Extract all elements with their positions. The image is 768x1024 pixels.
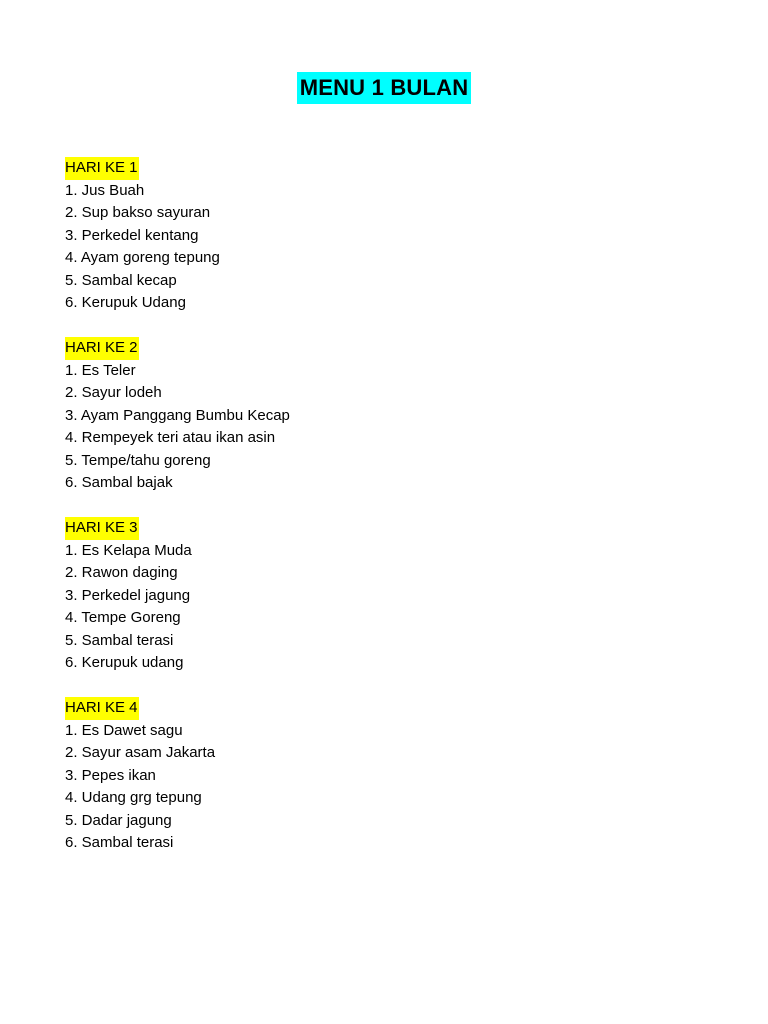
- page-title: MENU 1 BULAN: [297, 72, 472, 104]
- title-container: [0, 72, 768, 104]
- menu-item: 5. Sambal terasi: [65, 631, 174, 649]
- menu-item: 1. Es Teler: [65, 361, 136, 379]
- day-heading: HARI KE 4: [65, 697, 139, 720]
- menu-item: 5. Tempe/tahu goreng: [65, 451, 211, 469]
- day-heading: HARI KE 2: [65, 337, 139, 360]
- menu-item: 4. Rempeyek teri atau ikan asin: [65, 429, 276, 446]
- menu-item: 2. Sayur asam Jakarta: [65, 744, 216, 761]
- menu-item: 4. Ayam goreng tepung: [65, 249, 220, 266]
- menu-item: 6. Sambal bajak: [65, 474, 173, 491]
- menu-item: 3. Pepes ikan: [65, 766, 156, 784]
- day-heading: HARI KE 3: [65, 517, 139, 540]
- menu-item: 3. Perkedel jagung: [65, 586, 191, 604]
- menu-item: 4. Udang grg tepung: [65, 789, 202, 806]
- day-section-3: [65, 517, 705, 675]
- day-list: [65, 157, 705, 877]
- menu-item: 6. Sambal terasi: [65, 834, 174, 851]
- menu-item: 2. Sup bakso sayuran: [65, 204, 211, 221]
- menu-item: 6. Kerupuk udang: [65, 654, 184, 671]
- day-section-1: [65, 157, 705, 315]
- menu-item: 1. Jus Buah: [65, 181, 145, 199]
- menu-item: 5. Dadar jagung: [65, 811, 172, 829]
- menu-item: 5. Sambal kecap: [65, 271, 177, 289]
- menu-item: 4. Tempe Goreng: [65, 609, 181, 626]
- menu-item: 3. Perkedel kentang: [65, 226, 199, 244]
- menu-item: 1. Es Kelapa Muda: [65, 541, 192, 559]
- menu-item: 6. Kerupuk Udang: [65, 294, 186, 311]
- day-section-2: [65, 337, 705, 495]
- menu-item: 3. Ayam Panggang Bumbu Kecap: [65, 406, 290, 424]
- day-section-4: [65, 697, 705, 855]
- menu-item: 2. Sayur lodeh: [65, 384, 162, 401]
- menu-item: 2. Rawon daging: [65, 564, 178, 581]
- day-heading: HARI KE 1: [65, 157, 139, 180]
- menu-item: 1. Es Dawet sagu: [65, 721, 183, 739]
